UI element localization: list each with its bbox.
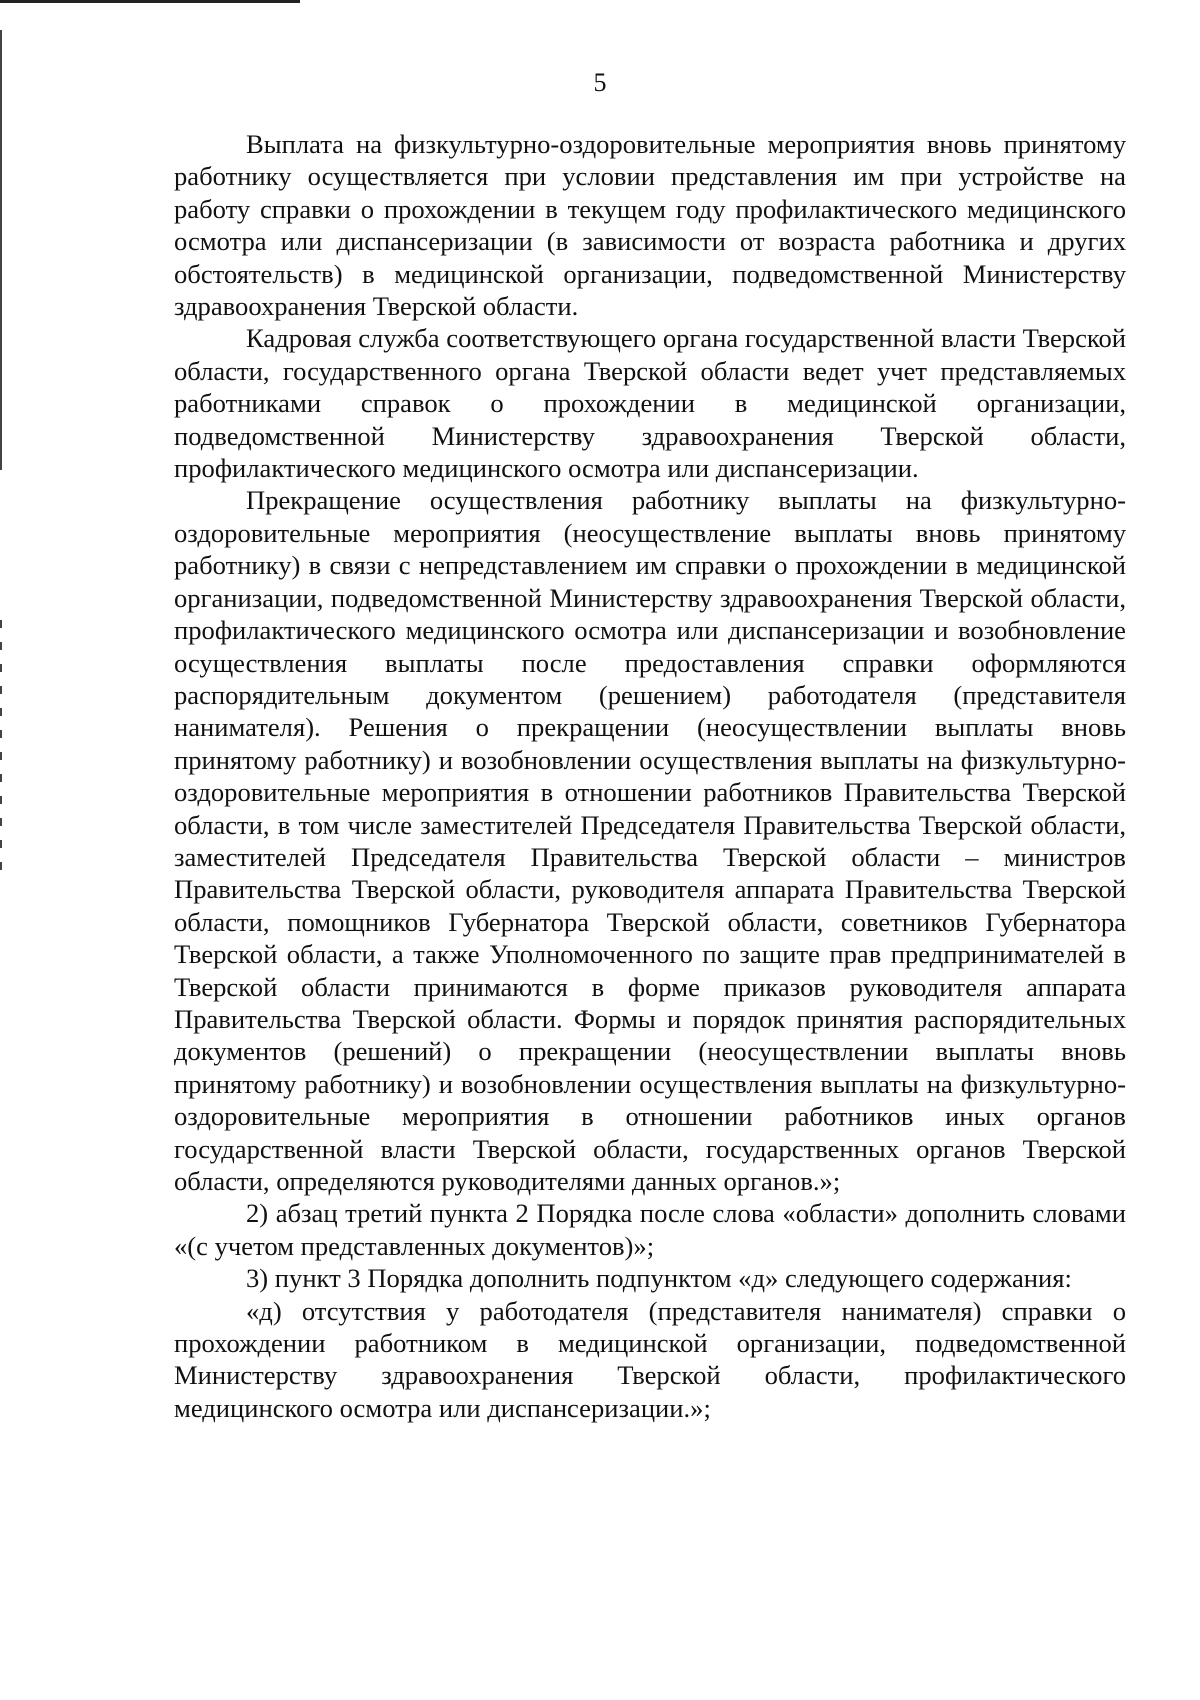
paragraph-subclause-d: «д) отсутствия у работодателя (представителя нанимателя) справки о прохождении работником в медицинской организации, подведомственной Министерству здравоохранения Тверской области, профилактического медицинского осмотра или диспансеризации.»; <box>174 1295 1126 1423</box>
scan-artifact-left-dashes <box>0 620 2 880</box>
paragraph-hr-service: Кадровая служба соответствующего органа государственной власти Тверской области, государственного органа Тверской области ведет учет представляемых работниками справок о прохождении в медицинской организации, подведомственной Министерству здравоохранения Тверской области, профилактического медицинского осмотра или диспансеризации. <box>174 323 1126 484</box>
page-number: 5 <box>593 68 607 97</box>
scan-artifact-top-line <box>0 0 300 3</box>
paragraph-amendment-2: 2) абзац третий пункта 2 Порядка после слова «области» дополнить словами «(с учетом представленных документов)»; <box>174 1198 1126 1261</box>
paragraph-payment-new-employee: Выплата на физкультурно-оздоровительные мероприятия вновь принятому работнику осуществляется при условии представления им при устройстве на работу справки о прохождении в текущем году профилактического медицинского осмотра или диспансеризации (в зависимости от возраста работника и других обстоятельств) в медицинской организации, подведомственной Министерству здравоохранения Тверской области. <box>174 129 1126 322</box>
paragraph-amendment-3: 3) пункт 3 Порядка дополнить подпунктом «д» следующего содержания: <box>246 1263 1072 1294</box>
document-body <box>174 128 1126 1424</box>
paragraph-payment-termination: Прекращение осуществления работнику выплаты на физкультурно-оздоровительные мероприятия (неосуществление выплаты вновь принятому работнику) в связи с непредставлением им справки о прохождении в медицинской организации, подведомственной Министерству здравоохранения Тверской области, профилактического медицинского осмотра или диспансеризации и возобновление осуществления выплаты после предоставления справки оформляются распорядительным документом (решением) работодателя (представителя нанимателя). Решения о прекращении (неосуществлении выплаты вновь принятому работнику) и возобновлении осуществления выплаты на физкультурно-оздоровительные мероприятия в отношении работников Правительства Тверской области, в том числе заместителей Председателя Правительства Тверской области, заместителей Председателя Правительства Тверской области – министров Правительства Тверской области, руководителя аппарата Правительства Тверской области, помощников Губернатора Тверской области, советников Губернатора Тверской области, а также Уполномоченного по защите прав предпринимателей в Тверской области принимаются в форме приказов руководителя аппарата Правительства Тверской области. Формы и порядок принятия распорядительных документов (решений) о прекращении (неосуществлении выплаты вновь принятому работнику) и возобновлении осуществления выплаты на физкультурно-оздоровительные мероприятия в отношении работников иных органов государственной власти Тверской области, государственных органов Тверской области, определяются руководителями данных органов.»; <box>174 485 1126 1196</box>
